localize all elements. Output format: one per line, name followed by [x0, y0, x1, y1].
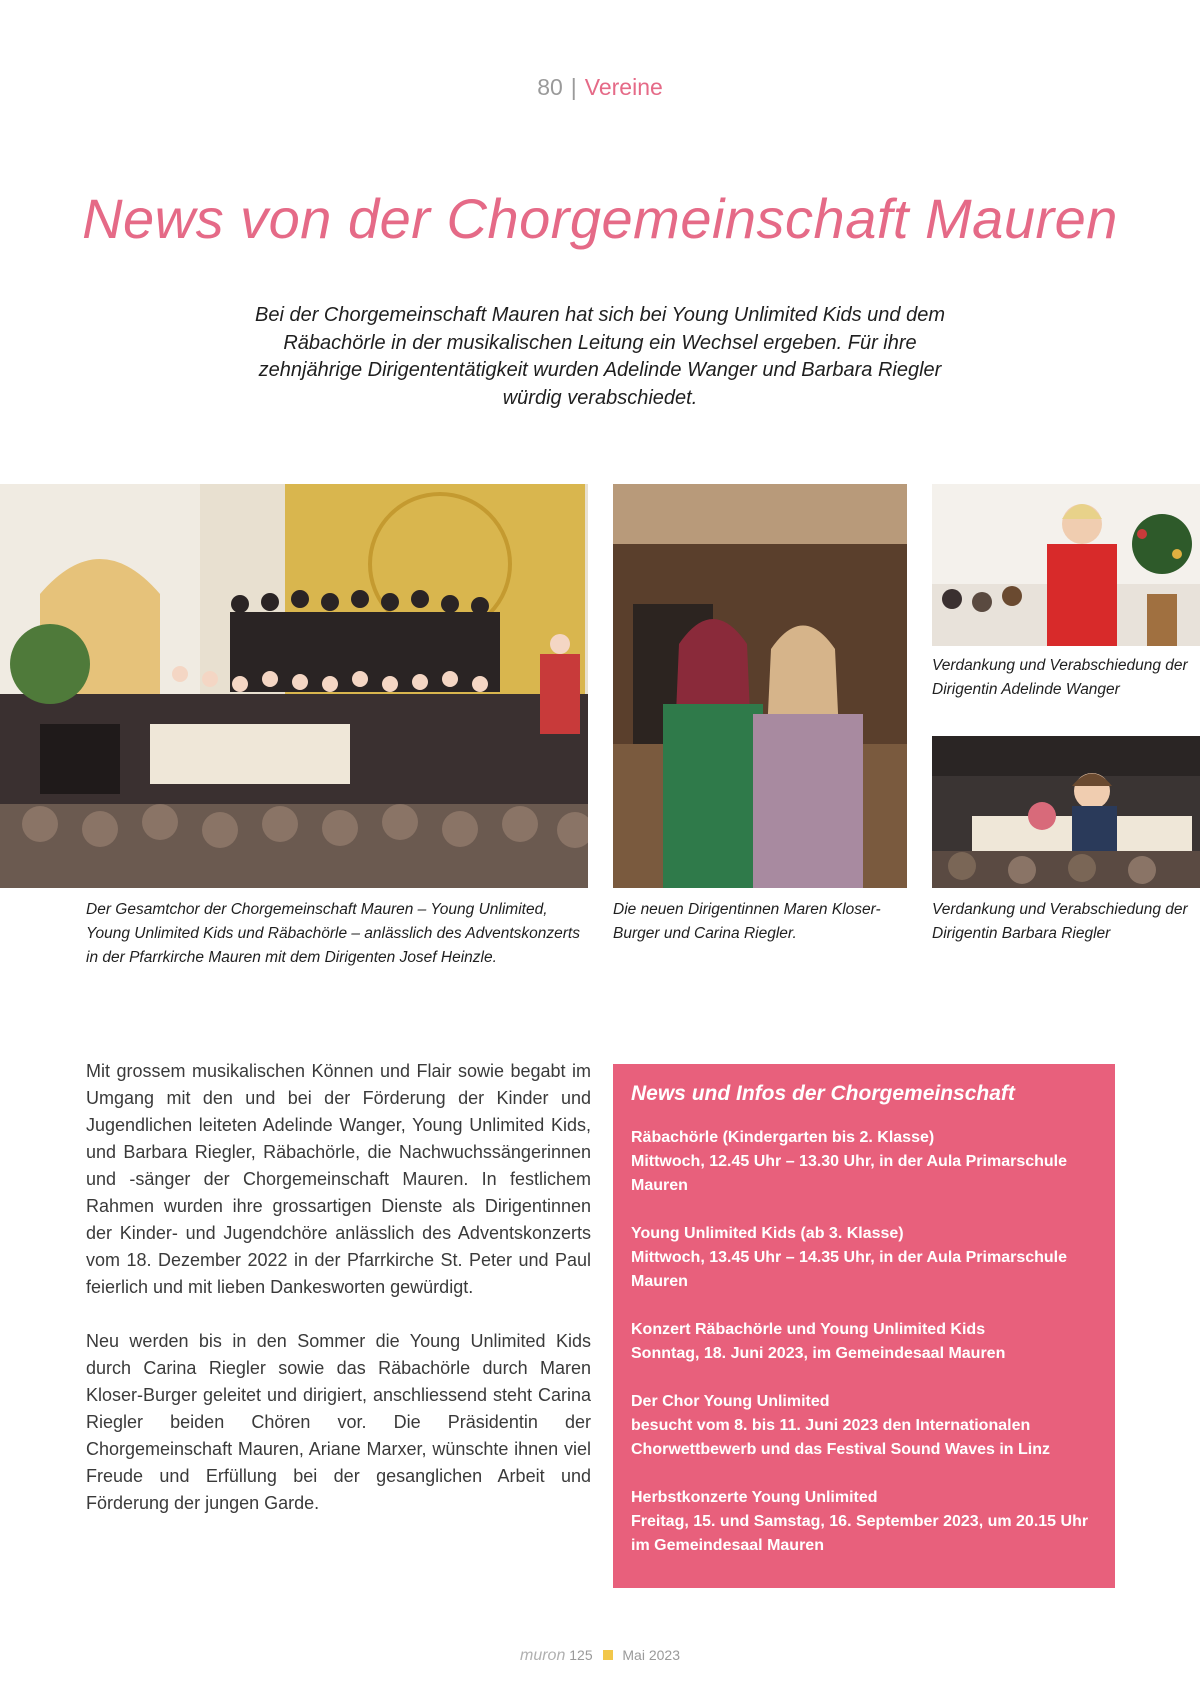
- wanger-caption: Verdankung und Verabschiedung der Dirigentin Adelinde Wanger: [932, 657, 1188, 698]
- info-item: [631, 1126, 1097, 1198]
- body-paragraph-1: Mit grossem musikalischen Können und Flair sowie begabt im Umgang mit den und bei der Förderung der Kinder und Jugendlichen leiteten Adelinde Wanger, Young Unlimited Kids, und Barbara Riegler, Räbachörle, die Nachwuchssängerinnen und -sänger der Chorgemeinschaft Mauren. In festlichem Rahmen wurden ihre grossartigen Dienste als Dirigentinnen der Kinder- und Jugendchöre anlässlich des Adventskonzerts vom 18. Dezember 2022 in der Pfarrkirche St. Peter und Paul feierlich und mit lieben Dankesworten gewürdigt.: [86, 1061, 591, 1297]
- info-item: [631, 1486, 1097, 1558]
- info-item-detail: besucht vom 8. bis 11. Juni 2023 den Internationalen Chorwettbewerb und das Festival Sound Waves in Linz: [631, 1417, 1051, 1458]
- info-item-detail: Mittwoch, 13.45 Uhr – 14.35 Uhr, in der Aula Primarschule Mauren: [631, 1249, 1067, 1290]
- wanger-photo: [932, 484, 1200, 646]
- info-box-title: News und Infos der Chorgemeinschaft: [631, 1082, 1015, 1105]
- footer-square-icon: [603, 1650, 613, 1660]
- body-paragraph-2: Neu werden bis in den Sommer die Young Unlimited Kids durch Carina Riegler sowie das Räbachörle durch Maren Kloser-Burger geleitet und dirigiert, anschliessend steht Carina Riegler beiden Chören vor. Die Präsidentin der Chorgemeinschaft Mauren, Ariane Marxer, wünschte ihnen viel Freude und Erfüllung bei der gesanglichen Arbeit und Förderung der jungen Garde.: [86, 1331, 591, 1513]
- choir-photo: [0, 484, 588, 888]
- article-title: News von der Chorgemeinschaft Mauren: [82, 187, 1118, 250]
- info-box: [613, 1064, 1115, 1588]
- conductors-caption: Die neuen Dirigentinnen Maren Kloser-Burger und Carina Riegler.: [613, 901, 881, 942]
- page-footer: [0, 1647, 1200, 1665]
- article-lead: Bei der Chorgemeinschaft Mauren hat sich bei Young Unlimited Kids und dem Räbachörle in der musikalischen Leitung ein Wechsel ergeben. Für ihre zehnjährige Dirigententätigkeit wurden Adelinde Wanger und Barbara Riegler würdig verabschiedet.: [254, 304, 946, 409]
- info-item-heading: Räbachörle (Kindergarten bis 2. Klasse): [631, 1129, 935, 1146]
- info-item-detail: Mittwoch, 12.45 Uhr – 13.30 Uhr, in der Aula Primarschule Mauren: [631, 1153, 1067, 1194]
- info-item: [631, 1222, 1097, 1294]
- riegler-caption: Verdankung und Verabschiedung der Dirigentin Barbara Riegler: [932, 901, 1188, 942]
- riegler-photo: [932, 736, 1200, 888]
- issue-number: 125: [569, 1647, 593, 1663]
- magazine-brand: muron: [520, 1647, 566, 1664]
- info-item-detail: Freitag, 15. und Samstag, 16. September 2023, um 20.15 Uhr im Gemeindesaal Mauren: [631, 1513, 1089, 1554]
- info-item-heading: Young Unlimited Kids (ab 3. Klasse): [631, 1225, 904, 1242]
- section-name: Vereine: [584, 74, 663, 100]
- info-item-heading: Herbstkonzerte Young Unlimited: [631, 1489, 878, 1506]
- page-number: 80: [537, 74, 563, 100]
- article-body: [86, 1058, 591, 1544]
- issue-date: Mai 2023: [622, 1647, 680, 1663]
- info-item-heading: Der Chor Young Unlimited: [631, 1393, 830, 1410]
- header-separator: |: [570, 74, 577, 100]
- page-header: [0, 74, 1200, 101]
- info-item-heading: Konzert Räbachörle und Young Unlimited Kids: [631, 1321, 986, 1338]
- info-item-detail: Sonntag, 18. Juni 2023, im Gemeindesaal Mauren: [631, 1345, 1006, 1362]
- info-item: [631, 1390, 1097, 1462]
- conductors-photo: [613, 484, 907, 888]
- choir-caption: Der Gesamtchor der Chorgemeinschaft Mauren – Young Unlimited, Young Unlimited Kids und Räbachörle – anlässlich des Adventskonzerts in der Pfarrkirche Mauren mit dem Dirigenten Josef Heinzle.: [86, 901, 580, 966]
- info-item: [631, 1318, 1097, 1366]
